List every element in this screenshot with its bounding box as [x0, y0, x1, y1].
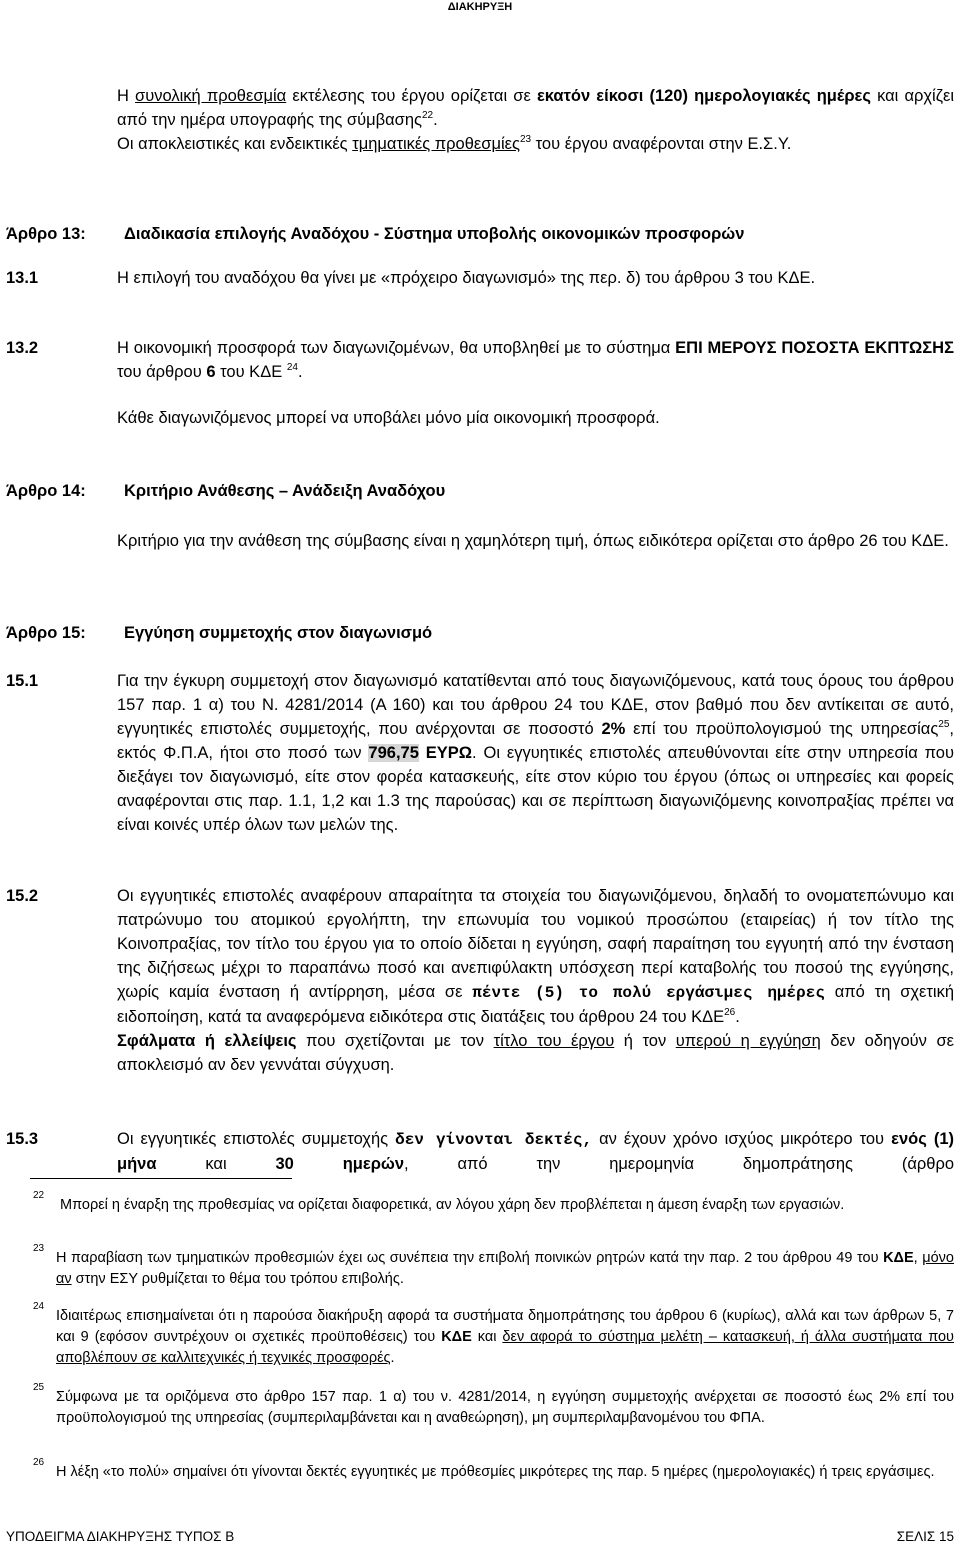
footnote-24-mark: 24 [33, 1301, 45, 1312]
footnote-25-mark: 25 [33, 1382, 45, 1393]
para-13-2-number: 13.2 [6, 339, 39, 357]
para-13-1-text: Η επιλογή του αναδόχου θα γίνει με «πρόχειρο διαγωνισμό» της περ. δ) του άρθρου 3 του ΚΔΕ. [117, 269, 816, 287]
footnote-25-text: Σύμφωνα με τα οριζόμενα στο άρθρο 157 παρ. 1 α) του ν. 4281/2014, η εγγύηση συμμετοχής ανέρχεται σε ποσοστό έως 2% επί του προϋπολογισμού της υπηρεσίας (συμπεριλαμβάνεται και η αναθεώρηση), μη συμπεριλαμβανομένου του ΦΠΑ. [56, 1389, 954, 1426]
footnote-22-mark: 22 [33, 1190, 45, 1201]
para-15-2-number: 15.2 [6, 887, 39, 905]
para-15-3-text: Οι εγγυητικές επιστολές συμμετοχής δεν γίνονται δεκτές, αν έχουν χρόνο ισχύος μικρότερο του ενός (1) μήνα και 30 ημερών, από την ημερομηνία δημοπράτησης (άρθρο [117, 1130, 955, 1173]
footer-page-number: ΣΕΛΙΣ 15 [896, 1529, 954, 1544]
para-15-1-text: Για την έγκυρη συμμετοχή στον διαγωνισμό κατατίθενται από τους διαγωνιζόμενους, κατά τους όρους του άρθρου 157 παρ. 1 α) του Ν. 4281/2014 (Α 160) και του άρθρου 24 του ΚΔΕ, στον βαθμό που δεν αντίκειται σε αυτό, εγγυητικές επιστολές συμμετοχής, που ανέρχονται σε ποσοστό 2% επί του προϋπολογισμού της υπηρεσίας$^{25}$, εκτός Φ.Π.Α, ήτοι στο ποσό των 796,75 ΕΥΡΩ. Οι εγγυητικές επιστολές απευθύνονται είτε στην υπηρεσία που διεξάγει τον διαγωνισμό, είτε στον φορέα κατασκευής, είτε στον κύριο του έργου (όπως οι υπηρεσίες και φορείς αναφέρονται στις παρ. 1.1, 1,2 και 1.3 της παρούσας) και σε περίπτωση διαγωνιζόμενης κοινοπραξίας πρέπει να είναι κοινές υπέρ όλων των μελών της. [117, 672, 954, 834]
para-13-2-extra: Κάθε διαγωνιζόμενος μπορεί να υποβάλει μόνο μία οικονομική προσφορά. [117, 409, 660, 427]
para-13-1-number: 13.1 [6, 269, 39, 287]
article-15-heading: Άρθρο 15: Εγγύηση συμμετοχής στον διαγωνισμό [6, 624, 433, 642]
footnote-24-text: Ιδιαιτέρως επισημαίνεται ότι η παρούσα διακήρυξη αφορά τα συστήματα δημοπράτησης του άρθρου 6 (κυρίως), αλλά και των άρθρων 5, 7 και 9 (εφόσον συντρέχουν οι σχετικές προϋποθέσεις) του ΚΔΕ και δεν αφορά το σύστημα μελέτη – κατασκευή, ή άλλα συστήματα που αποβλέπουν σε καλλιτεχνικές ή τεχνικές προσφορές. [56, 1308, 954, 1366]
article-14-heading: Άρθρο 14: Κριτήριο Ανάθεσης – Ανάδειξη Αναδόχου [6, 482, 446, 500]
para-15-1-number: 15.1 [6, 672, 39, 690]
guarantee-amount: 796,75 [368, 744, 419, 762]
footnote-23-mark: 23 [33, 1243, 45, 1254]
footer-left: ΥΠΟΔΕΙΓΜΑ ΔΙΑΚΗΡΥΞΗΣ ΤΥΠΟΣ Β [6, 1529, 235, 1544]
footnote-23-text: Η παραβίαση των τμηματικών προθεσμιών έχει ως συνέπεια την επιβολή ποινικών ρητρών κατά την παρ. 2 του άρθρου 49 του ΚΔΕ, μόνο αν στην ΕΣΥ ρυθμίζεται το θέμα του τρόπου επιβολής. [56, 1250, 954, 1287]
footnote-26-text: Η λέξη «το πολύ» σημαίνει ότι γίνονται δεκτές εγγυητικές με πρόθεσμίες μικρότερες της παρ. 5 ημέρες (ημερολογιακές) ή τρεις εργάσιμες. [56, 1464, 935, 1480]
para-13-2-text: Η οικονομική προσφορά των διαγωνιζομένων, θα υποβληθεί με το σύστημα ΕΠΙ ΜΕΡΟΥΣ ΠΟΣΟΣΤΑ ΕΚΠΤΩΣΗΣ του άρθρου 6 του ΚΔΕ $^{24}$. [117, 339, 954, 381]
article-14-text: Κριτήριο για την ανάθεση της σύμβασης είναι η χαμηλότερη τιμή, όπως ειδικότερα ορίζεται στο άρθρο 26 του ΚΔΕ. [117, 532, 949, 550]
para-15-3-number: 15.3 [6, 1130, 39, 1148]
footnote-26-mark: 26 [33, 1457, 45, 1468]
intro-paragraph: Η συνολική προθεσμία εκτέλεσης του έργου ορίζεται σε εκατόν είκοσι (120) ημερολογιακές ημέρες και αρχίζει από την ημέρα υπογραφής της σύμβασης$^{22}$. Οι αποκλειστικές και ενδεικτικές τμηματικές προθεσμίες$^{23}$ του έργου αναφέρονται στην Ε.Σ.Υ. [117, 87, 954, 153]
para-15-2-text: Οι εγγυητικές επιστολές αναφέρουν απαραίτητα τα στοιχεία του διαγωνιζόμενου, δηλαδή το ονοματεπώνυμο και πατρώνυμο του ατομικού εργολήπτη, την επωνυμία του νομικού προσώπου (εταιρείας) ή τον τίτλο της Κοινοπραξίας, τον τίτλο του έργου για το οποίο δίδεται η εγγύηση, σαφή παραίτηση του εγγυητή από την ένσταση της διζήσεως μέχρι το παραπάνω ποσό και ανεπιφύλακτη υπόσχεση περί καταβολής του ποσού της εγγύησης, χωρίς καμία ένσταση ή αντίρρηση, μέσα σε πέντε (5) το πολύ εργάσιμες ημέρες από τη σχετική ειδοποίηση, κατά τα αναφερόμενα ειδικότερα στις διατάξεις του άρθρου 24 του ΚΔΕ$^{26}$. Σφάλματα ή ελλείψεις που σχετίζονται με τον τίτλο του έργου ή τον υπερού η εγγύηση δεν οδηγούν σε αποκλεισμό αν δεν γεννάται σύγχυση. [117, 887, 955, 1074]
article-13-heading: Άρθρο 13: Διαδικασία επιλογής Αναδόχου - Σύστημα υποβολής οικονομικών προσφορών [6, 225, 745, 243]
footnote-22-text: Μπορεί η έναρξη της προθεσμίας να ορίζεται διαφορετικά, αν λόγου χάρη δεν προβλέπεται η άμεση έναρξη των εργασιών. [60, 1197, 845, 1213]
page-header: ΔΙΑΚΗΡΥΞΗ [447, 1, 513, 13]
footnote-separator [30, 1178, 292, 1179]
